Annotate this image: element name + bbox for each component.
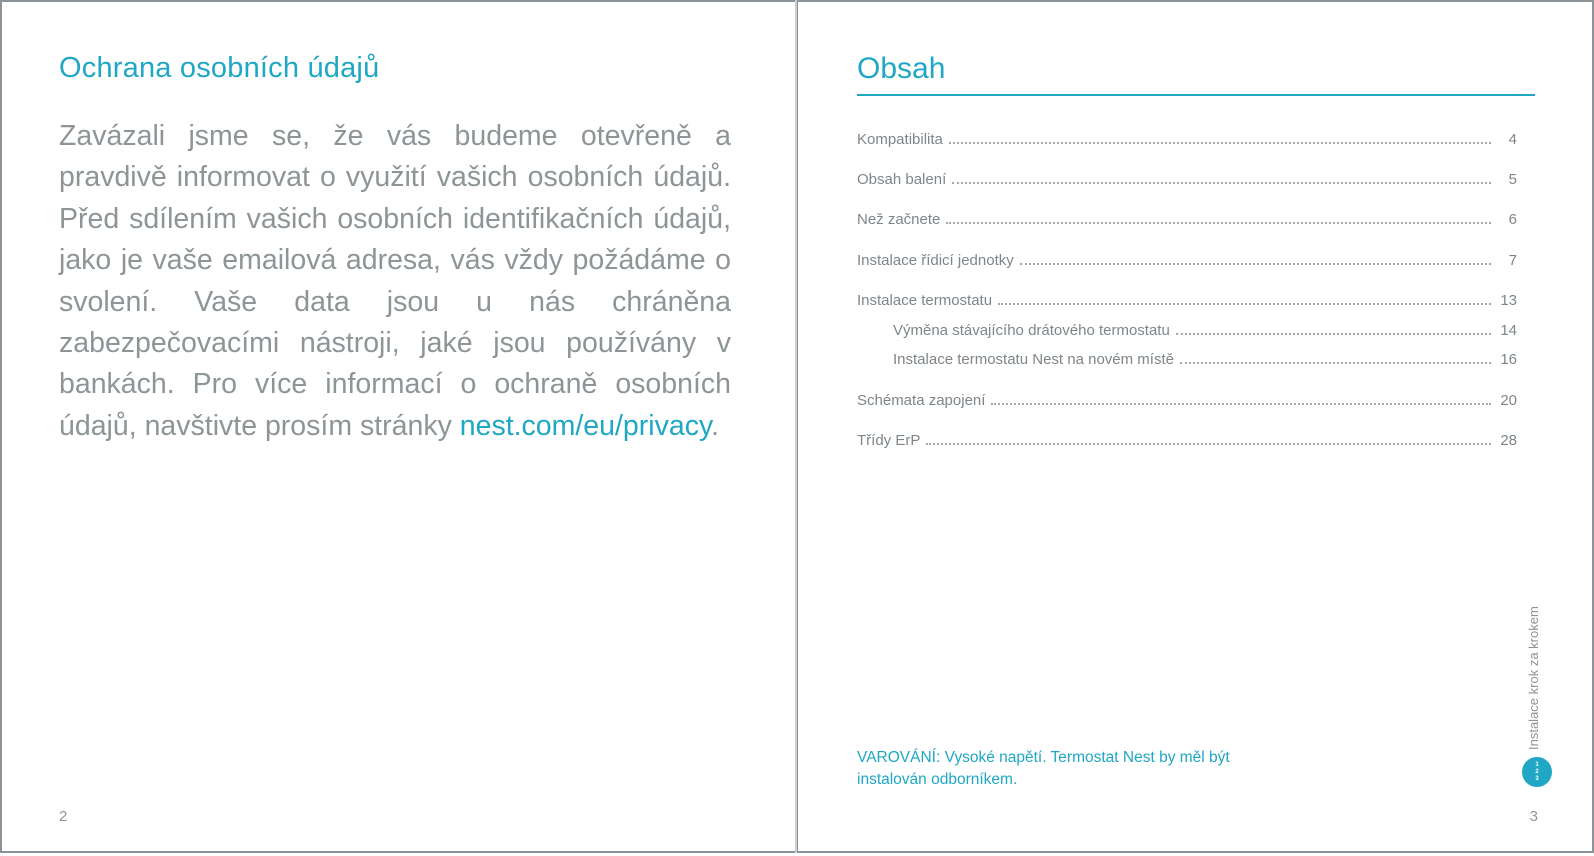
toc-item-label: Instalace termostatu [857,292,993,309]
toc-item-compatibility[interactable] [857,131,1517,148]
toc-dot-leader [1176,332,1491,335]
high-voltage-warning: VAROVÁNÍ: Vysoké napětí. Termostat Nest by měl být instalován odborníkem. [857,749,1230,788]
toc-item-thermostat-install[interactable] [857,292,1517,309]
toc-dot-leader [949,141,1491,144]
badge-digit: 1 [1535,761,1539,768]
toc-dot-leader [946,221,1491,224]
toc-dot-leader [926,442,1491,445]
toc-item-page: 5 [1508,171,1517,188]
toc-dot-leader [991,402,1491,405]
toc-item-page: 28 [1500,432,1517,449]
toc-item-page: 16 [1500,351,1517,368]
toc-item-page: 7 [1508,252,1517,269]
side-section-label: Instalace krok za krokem [1526,606,1541,750]
toc-item-before-you-start[interactable] [857,211,1517,228]
toc-item-page: 4 [1508,131,1517,148]
toc-subitem-new-location[interactable] [893,351,1517,368]
numbered-steps-icon [1522,757,1552,787]
toc-item-label: Výměna stávajícího drátového termostatu [893,322,1170,339]
privacy-body-text: Zavázali jsme se, že vás budeme otevřeně a pravdivě informovat o využití vašich osobních údajů. Před sdílením vašich osobních identifikačních údajů, jako je vaše emailová adresa, vás vždy požádáme o svolení. Vaše data jsou u nás chráněna zabezpečovacími nástroji, jaké jsou používány v bankách. Pro více informací o ochraně osobních údajů, navštivte prosím stránky [59,120,731,442]
toc-item-page: 20 [1500,392,1517,409]
toc-item-wiring-diagrams[interactable] [857,392,1517,409]
toc-item-page: 6 [1508,211,1517,228]
privacy-link[interactable]: nest.com/eu/privacy [459,409,712,442]
left-page [0,0,797,853]
toc-item-label: Instalace termostatu Nest na novém místě [893,351,1174,368]
badge-digit: 3 [1535,775,1539,782]
toc-item-label: Třídy ErP [857,432,921,449]
page-number-right: 3 [1529,808,1538,825]
toc-item-label: Schémata zapojení [857,392,986,409]
toc-item-label: Než začnete [857,211,941,228]
privacy-body [59,116,731,447]
toc-dot-leader [952,181,1491,184]
toc-item-label: Kompatibilita [857,131,943,148]
privacy-body-end: . [711,409,720,442]
title-underline [857,94,1535,96]
toc-item-page: 14 [1500,322,1517,339]
toc-item-erp-classes[interactable] [857,432,1517,449]
toc-item-label: Instalace řídicí jednotky [857,252,1014,269]
toc-item-package-contents[interactable] [857,171,1517,188]
toc-dot-leader [1020,262,1491,265]
contents-title: Obsah [857,52,946,85]
toc-dot-leader [1180,361,1491,364]
toc-item-controller-install[interactable] [857,252,1517,269]
toc-subitem-replace-wired[interactable] [893,322,1517,339]
page-number-left: 2 [59,808,68,825]
badge-digit: 2 [1535,768,1539,775]
toc-item-label: Obsah balení [857,171,947,188]
privacy-title: Ochrana osobních údajů [59,52,380,84]
toc-item-page: 13 [1500,292,1517,309]
right-page [797,0,1594,853]
toc-dot-leader [998,302,1491,305]
